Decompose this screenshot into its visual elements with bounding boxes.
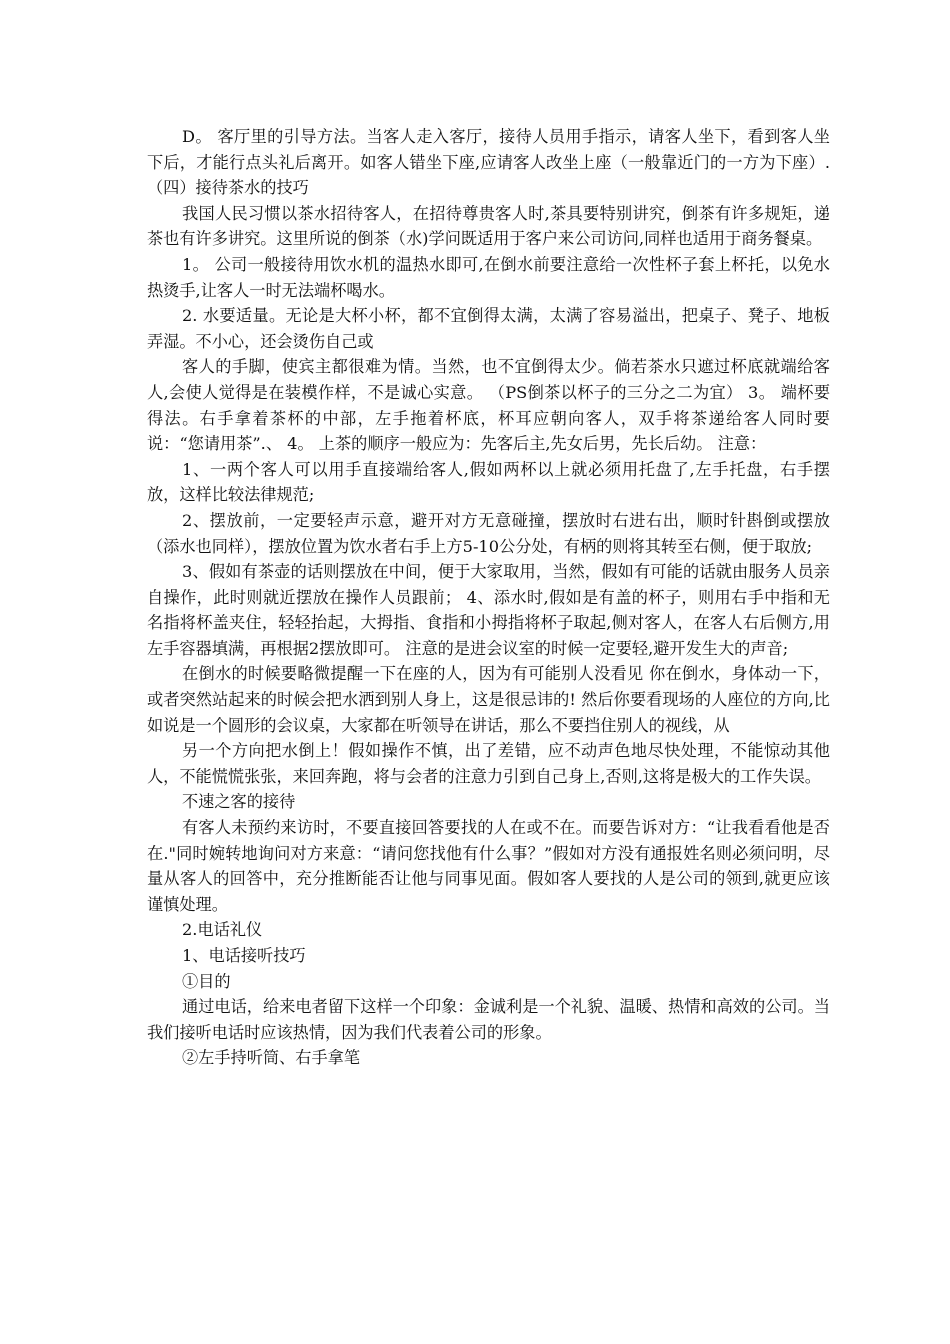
heading-hold-receiver: ②左手持听筒、右手拿笔 [182,1048,361,1068]
paragraph-water-dispenser: 1。 公司一般接待用饮水机的温热水即可,在倒水前要注意给一次性杯子套上杯托，以免水热烫手,让客人一时无法端杯喝水。 [147,254,830,300]
paragraph-tea-custom: 我国人民习惯以茶水招待客人，在招待尊贵客人时,茶具要特别讲究，倒茶有许多规矩，递茶也有许多讲究。这里所说的倒茶（水)学问既适用于客户来公司访问,同样也适用于商务餐桌。 [147,203,830,249]
paragraph-pouring-reminder: 在倒水的时候要略微提醒一下在座的人，因为有可能别人没看见 你在倒水，身体动一下，或者突然站起来的时候会把水洒到别人身上，这是很忌讳的! 然后你要看现场的人座位的方向,比如说是一个圆形的会议桌，大家都在听领导在讲话，那么不要挡住别人的视线，从 [147,664,830,735]
paragraph-note-2: 2、摆放前，一定要轻声示意，避开对方无意碰撞，摆放时右进右出，顺时针斟倒或摆放（添水也同样），摆放位置为饮水者右手上方5-10公分处，有柄的则将其转至右侧，便于取放; [147,510,830,556]
heading-phone-etiquette: 2.电话礼仪 [182,920,263,940]
paragraph-note-3: 3、假如有茶壶的话则摆放在中间，便于大家取用，当然，假如有可能的话就由服务人员亲自操作，此时则就近摆放在操作人员跟前； 4、添水时,假如是有盖的杯子，则用右手中指和无名指将杯盖夹住，轻轻抬起，大拇指、食指和小拇指将杯子取起,侧对客人，在客人右后侧方,用左手容器填满，再根据2摆放即可。 注意的是进会议室的时候一定要轻,避开发生大的声音; [147,562,830,658]
paragraph-unexpected-guest: 有客人未预约来访时，不要直接回答要找的人在或不在。而要告诉对方：“让我看看他是否在."同时婉转地询问对方来意：“请问您找他有什么事？”假如对方没有通报姓名则必须问明，尽量从客人的回答中，充分推断能否让他与同事见面。假如客人要找的人是公司的领到,就更应该谨慎处理。 [147,818,830,914]
heading-phone-skills: 1、电话接听技巧 [182,946,306,965]
paragraph-purpose: 通过电话，给来电者留下这样一个印象：金诚利是一个礼貌、温暖、热情和高效的公司。当我们接听电话时应该热情，因为我们代表着公司的形象。 [147,997,830,1042]
paragraph-water-amount: 2. 水要适量。无论是大杯小杯，都不宜倒得太满，太满了容易溢出，把桌子、凳子、地板弄湿。不小心，还会烫伤自己或 [147,306,830,351]
paragraph-guest-hands: 客人的手脚，使宾主都很难为情。当然，也不宜倒得太少。倘若茶水只遮过杯底就端给客人,会使人觉得是在装模作样，不是诚心实意。 （PS倒茶以杯子的三分之二为宜） 3。 端杯要得法。右手拿着茶杯的中部，左手拖着杯底，杯耳应朝向客人，双手将茶递给客人同时要说：“您请用茶”.、 4。 上茶的顺序一般应为：先客后主,先女后男，先长后幼。 注意： [147,357,830,454]
paragraph-guide-method: D。 客厅里的引导方法。当客人走入客厅，接待人员用手指示，请客人坐下，看到客人坐下后，才能行点头礼后离开。如客人错坐下座,应请客人改坐上座（一般靠近门的一方为下座）. （四）接待茶水的技巧 [147,127,830,198]
paragraph-note-1: 1、一两个客人可以用手直接端给客人,假如两杯以上就必须用托盘了,左手托盘，右手摆放，这样比较法律规范; [147,459,830,505]
heading-purpose: ①目的 [182,971,231,991]
heading-unexpected-guest: 不速之客的接待 [182,792,296,812]
paragraph-other-direction: 另一个方向把水倒上！假如操作不慎，出了差错，应不动声色地尽快处理，不能惊动其他人，不能慌慌张张，来回奔跑，将与会者的注意力引到自己身上,否则,这将是极大的工作失误。 [147,741,830,786]
